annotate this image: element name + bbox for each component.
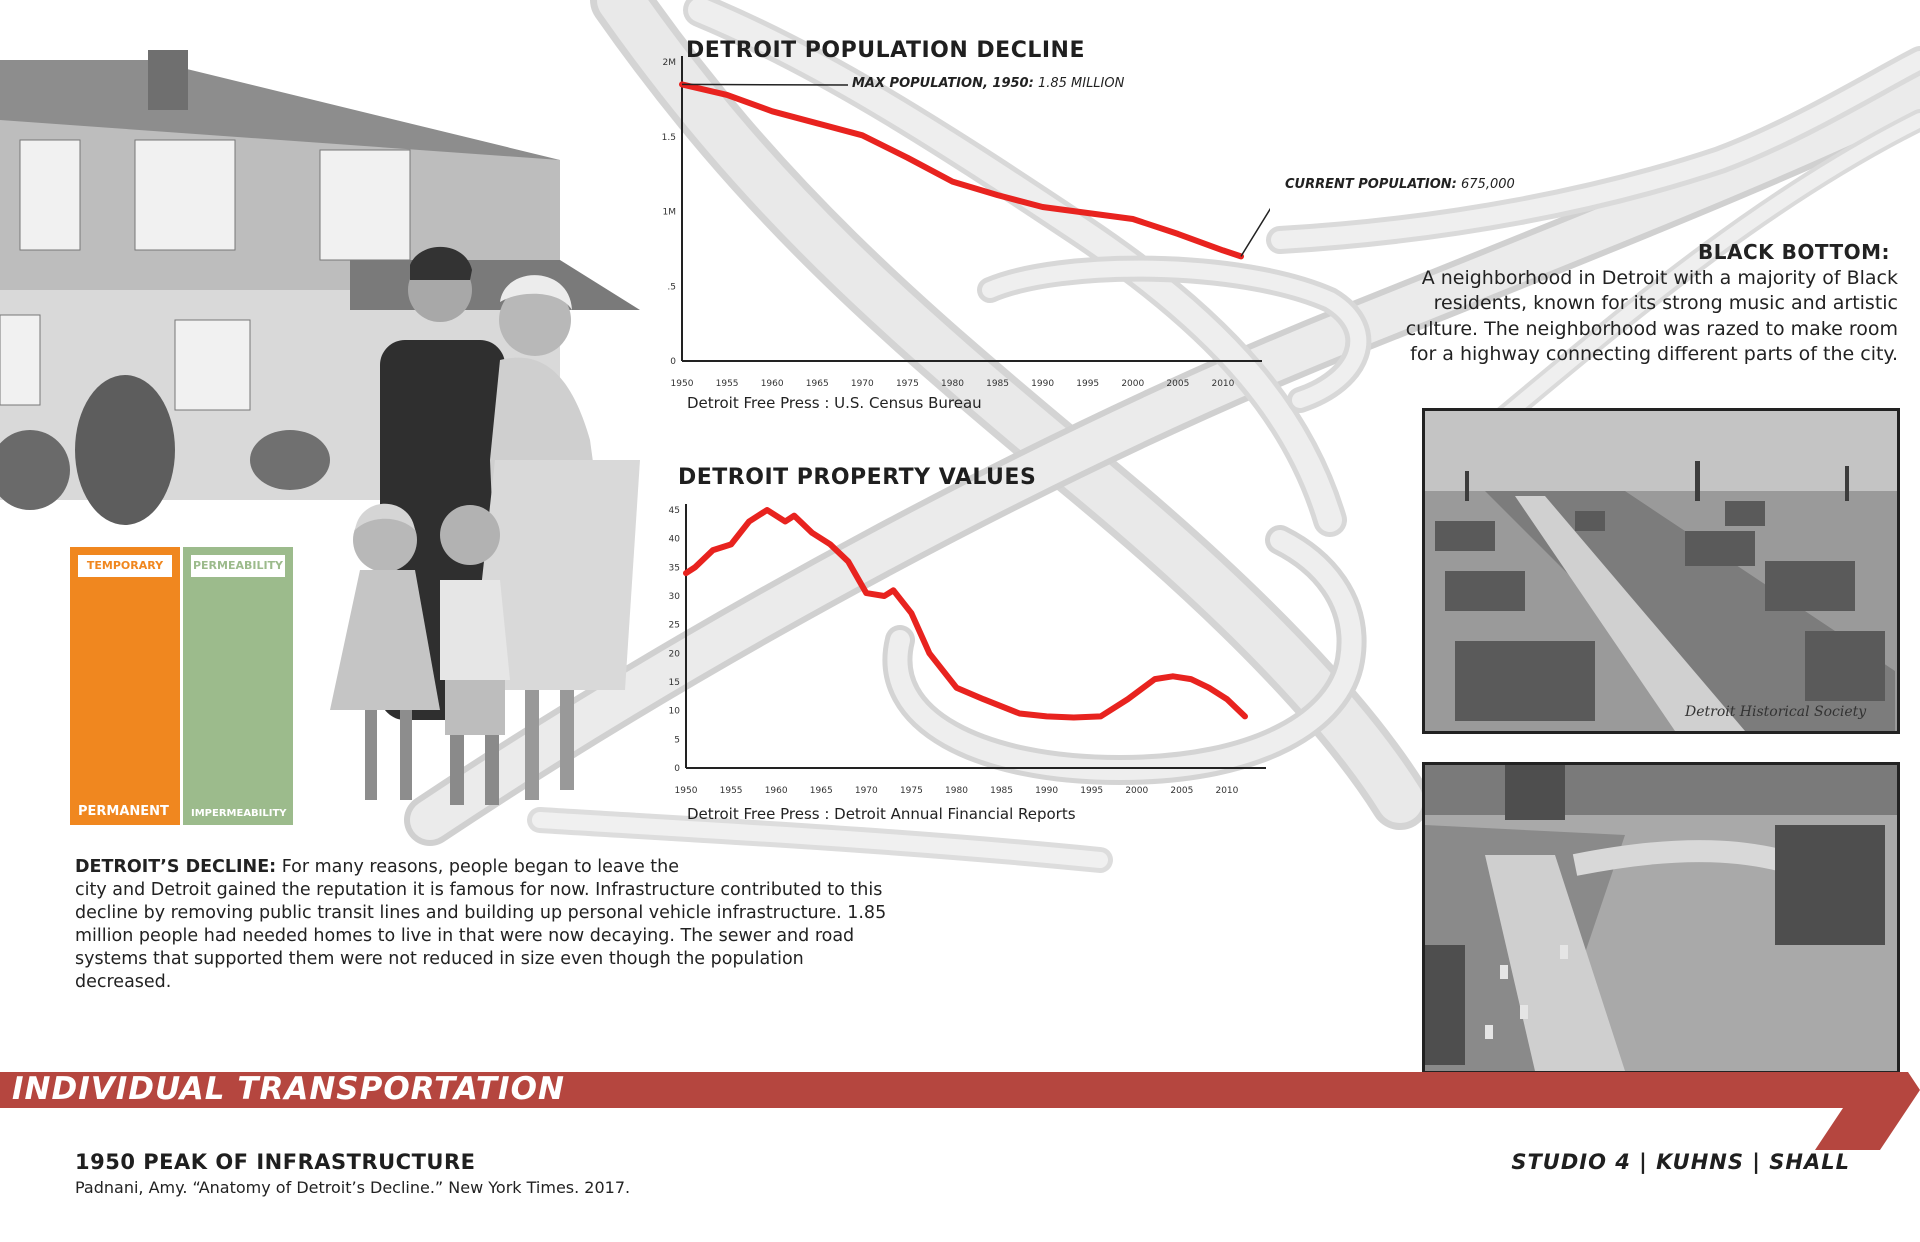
population-data-point <box>950 179 955 184</box>
property-x-tick: 1985 <box>990 786 1014 796</box>
population-y-tick: 2M <box>662 58 676 68</box>
population-x-tick: 1970 <box>850 379 874 388</box>
property-data-point <box>1188 677 1193 682</box>
property-y-tick: 10 <box>668 706 680 717</box>
detroit-decline-line1: For many reasons, people began to leave the <box>276 857 679 877</box>
current-population-leader-line <box>1241 185 1270 256</box>
property-data-point <box>747 519 752 524</box>
property-data-point <box>1125 697 1130 702</box>
population-chart <box>650 48 1270 388</box>
property-chart-source: Detroit Free Press : Detroit Annual Financial Reports <box>687 805 1076 823</box>
population-data-point <box>1220 248 1225 253</box>
property-y-tick: 20 <box>668 649 680 660</box>
population-data-point <box>905 155 910 160</box>
property-x-tick: 1975 <box>899 786 923 796</box>
property-data-point <box>710 548 715 553</box>
property-x-tick: 1955 <box>719 786 743 796</box>
population-x-tick: 2000 <box>1121 379 1145 388</box>
property-x-tick: 2000 <box>1125 786 1149 796</box>
property-chart <box>650 496 1270 806</box>
footer-title: 1950 PEAK OF INFRASTRUCTURE <box>75 1150 476 1174</box>
legend-temporary-label: TEMPORARY <box>78 555 172 577</box>
property-data-point <box>1017 711 1022 716</box>
property-x-tick: 2010 <box>1215 786 1239 796</box>
max-population-annotation <box>852 76 1124 91</box>
property-y-tick: 15 <box>668 678 680 688</box>
population-data-point <box>1130 216 1135 221</box>
property-data-point <box>981 697 986 702</box>
property-y-tick: 45 <box>668 506 680 516</box>
legend-impermeability-label: IMPERMEABILITY <box>191 808 287 819</box>
detroit-decline-paragraph <box>75 856 905 994</box>
population-x-tick: 1990 <box>1031 379 1055 388</box>
population-data-point <box>724 92 729 97</box>
property-x-tick: 1950 <box>674 786 698 796</box>
property-y-tick: 35 <box>668 563 680 574</box>
population-data-point <box>1040 204 1045 209</box>
max-population-value: 1.85 MILLION <box>1037 76 1125 91</box>
aerial-neighborhood-image <box>1425 411 1897 731</box>
detroit-decline-heading: DETROIT’S DECLINE: <box>75 857 277 877</box>
population-chart-source: Detroit Free Press : U.S. Census Bureau <box>687 394 982 412</box>
property-data-point <box>792 513 797 518</box>
property-data-point <box>728 542 733 547</box>
population-x-tick: 2005 <box>1166 379 1190 388</box>
population-data-point <box>770 109 775 114</box>
property-y-tick: 40 <box>668 534 680 545</box>
property-data-point <box>765 507 770 512</box>
property-data-point <box>683 570 688 575</box>
property-data-point <box>1044 714 1049 719</box>
property-x-tick: 1990 <box>1035 786 1059 796</box>
population-data-point <box>1085 210 1090 215</box>
footer-citation: Padnani, Amy. “Anatomy of Detroit’s Decline.” New York Times. 2017. <box>75 1178 631 1197</box>
current-population-value: 675,000 <box>1461 177 1515 192</box>
highway-construction-image <box>1425 765 1897 1071</box>
black-bottom-section <box>1380 240 1898 368</box>
population-data-point <box>815 121 820 126</box>
property-data-point <box>1071 715 1076 720</box>
population-x-tick: 1985 <box>986 379 1010 388</box>
population-chart-title: DETROIT POPULATION DECLINE <box>686 38 1085 63</box>
property-data-point <box>909 611 914 616</box>
property-data-point <box>1224 697 1229 702</box>
population-series-line <box>682 84 1241 256</box>
black-bottom-photo-1950 <box>1422 408 1900 734</box>
population-y-tick: 0 <box>670 357 676 367</box>
property-data-point <box>891 588 896 593</box>
property-data-point <box>1098 714 1103 719</box>
black-bottom-title: BLACK BOTTOM: <box>1698 240 1890 264</box>
max-population-leader-line <box>682 84 848 85</box>
highway-construction-photo <box>1422 762 1900 1074</box>
property-data-point <box>783 519 788 524</box>
property-y-tick: 30 <box>668 592 680 602</box>
property-y-tick: 0 <box>674 764 680 774</box>
population-x-tick: 1975 <box>895 379 919 388</box>
property-y-tick: 25 <box>668 620 680 631</box>
population-x-tick: 1980 <box>941 379 964 388</box>
property-data-point <box>828 542 833 547</box>
legend-permanent-label: PERMANENT <box>78 804 169 819</box>
population-x-tick: 1950 <box>670 379 694 388</box>
property-y-tick: 5 <box>674 735 680 746</box>
population-data-point <box>995 192 1000 197</box>
property-x-tick: 1980 <box>945 786 968 796</box>
photo-caption: Detroit Historical Society <box>1685 704 1867 720</box>
black-bottom-body: A neighborhood in Detroit with a majority of Black residents, known for its strong music and artistic culture. The neighborhood was razed to make room for a highway connecting different parts of the city. <box>1405 266 1898 365</box>
property-x-tick: 2005 <box>1170 786 1194 796</box>
population-x-tick: 1955 <box>715 379 739 388</box>
population-data-point <box>1175 231 1180 236</box>
property-data-point <box>810 530 815 535</box>
property-data-point <box>864 591 869 596</box>
property-chart-title: DETROIT PROPERTY VALUES <box>678 465 1037 490</box>
population-y-tick: .5 <box>667 282 676 293</box>
property-x-tick: 1970 <box>854 786 878 796</box>
property-series-line <box>686 510 1245 718</box>
property-data-point <box>846 559 851 564</box>
max-population-label: MAX POPULATION, 1950: <box>852 76 1034 91</box>
property-data-point <box>1242 714 1247 719</box>
legend-permeability-label: PERMEABILITY <box>191 555 285 577</box>
population-x-tick: 1960 <box>760 379 784 388</box>
legend-permeability <box>183 547 293 825</box>
banner-title: INDIVIDUAL TRANSPORTATION <box>12 1071 565 1107</box>
detroit-decline-body: city and Detroit gained the reputation it is famous for now. Infrastructure contributed to this decline by removing public transit lines and building up personal vehicle infrastructure. 1.85 million people had needed homes to live in that were now decaying. The sewer and road systems that supported them were not reduced in size even though the population decreased. <box>75 880 887 992</box>
population-y-tick: 1.5 <box>661 132 676 143</box>
property-data-point <box>1170 674 1175 679</box>
population-x-tick: 1995 <box>1076 379 1100 388</box>
property-data-point <box>1152 677 1157 682</box>
legend-temporary-permanent <box>70 547 180 825</box>
property-data-point <box>1206 685 1211 690</box>
current-population-label: CURRENT POPULATION: <box>1285 177 1457 192</box>
population-x-tick: 1965 <box>805 379 829 388</box>
studio-credits: STUDIO 4 | KUHNS | SHALL <box>1511 1150 1850 1174</box>
property-data-point <box>927 651 932 656</box>
property-data-point <box>954 685 959 690</box>
property-x-tick: 1960 <box>764 786 788 796</box>
population-data-point <box>860 133 865 138</box>
property-data-point <box>692 565 697 570</box>
population-y-tick: 1M <box>662 207 676 218</box>
property-x-tick: 1995 <box>1080 786 1104 796</box>
current-population-annotation <box>1285 177 1515 192</box>
population-x-tick: 2010 <box>1211 379 1235 388</box>
property-data-point <box>882 593 887 598</box>
property-x-tick: 1965 <box>809 786 833 796</box>
